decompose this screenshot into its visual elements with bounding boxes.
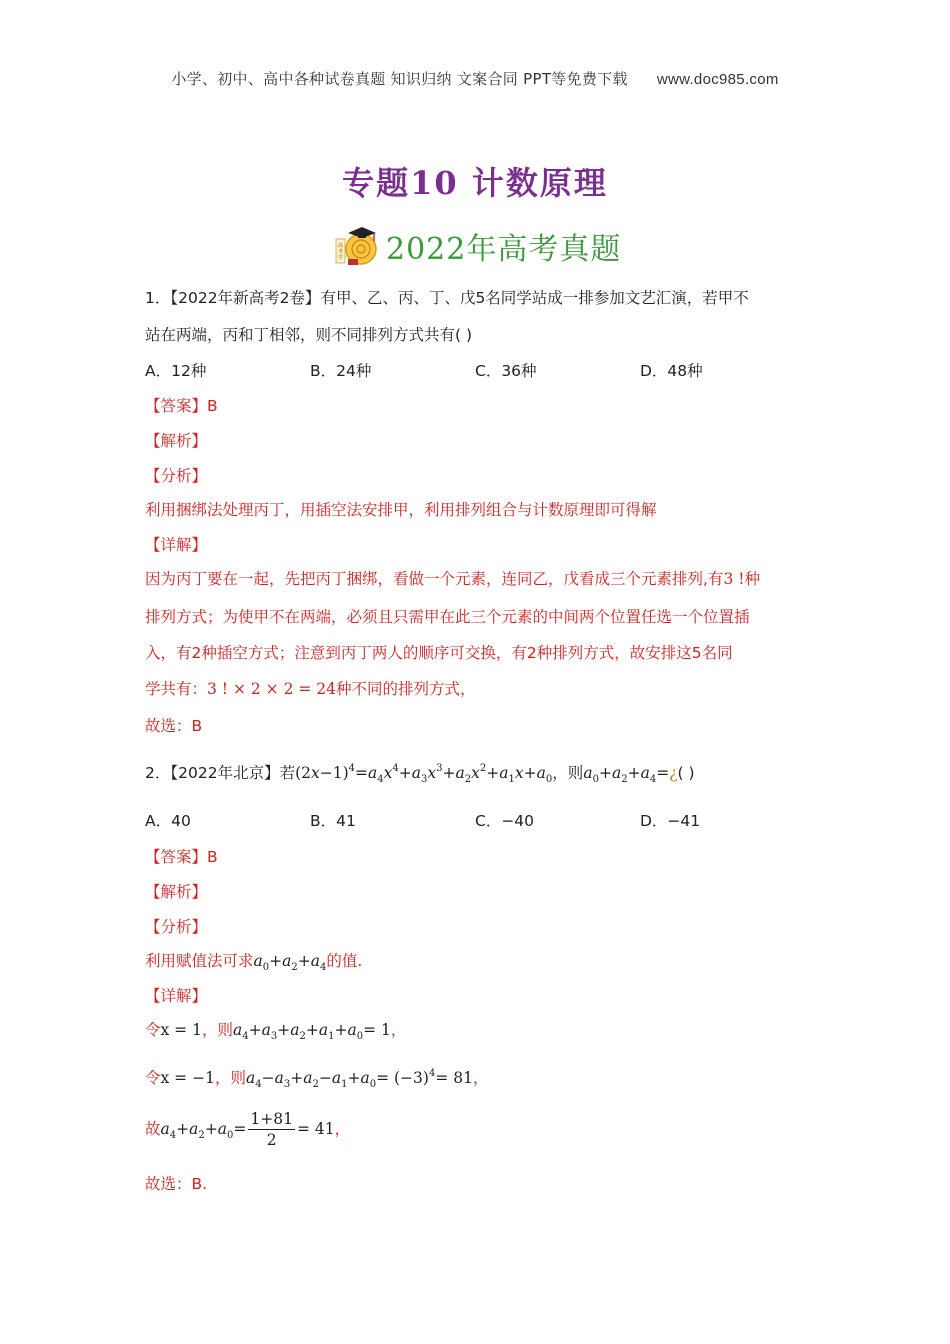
section-banner [334,222,621,270]
svg-text:考: 考 [337,249,344,255]
q1-xiangjie-label: 【详解】 [145,536,208,554]
page-title: 专题10 计数原理 [342,164,608,202]
q1-detail-line2: 排列方式；为使甲不在两端，必须且只需甲在此三个元素的中间两个位置任选一个位置插 [145,608,750,626]
q1-option-a: A．12种 [145,362,207,380]
q1-conclusion: 故选：B [145,717,203,735]
svg-text:学: 学 [337,255,344,261]
q2-option-c: C．−40 [475,812,535,830]
q2-step3: 故$a_4+a_2+a_0=$ $\frac{1+81}{2}$ = 41， [145,1110,351,1149]
q2-option-b: B．41 [310,812,356,830]
q2-stem: 2．【2022年北京】若$(2x-1)^4=a_4x^4+a_3x^3+a_2x^2+a_1x+a_0$，则$a_0+a_2+a_4=¿$( ) [145,763,695,785]
page-header [0,68,950,89]
scholar-mascot-icon [334,223,380,269]
q1-option-d: D．48种 [640,362,703,380]
q2-jiexi-label: 【解析】 [145,883,208,901]
q1-detail-line3: 入，有2种插空方式；注意到丙丁两人的顺序可交换，有2种排列方式，故安排这5名同 [145,644,733,662]
q2-fenxi-text: 利用赋值法可求$a_0+a_2+a_4$的值. [145,952,363,973]
q1-option-b: B．24种 [310,362,372,380]
svg-text:高: 高 [337,243,344,249]
q1-fenxi-label: 【分析】 [145,467,208,485]
q2-answer: 【答案】B [145,848,218,866]
fraction: $\frac{1+81}{2}$ [250,1110,293,1149]
q2-option-d: D．−41 [640,812,701,830]
q1-detail-line1: 因为丙丁要在一起，先把丙丁捆绑，看做一个元素，连同乙，戊看成三个元素排列,有3 !种 [145,570,760,588]
header-text: 小学、初中、高中各种试卷真题 知识归纳 文案合同 PPT等免费下载 [171,70,628,88]
banner-text: 2022年高考真题 [386,232,622,267]
q1-fenxi-text: 利用捆绑法处理丙丁，用插空法安排甲，利用排列组合与计数原理即可得解 [145,501,657,519]
q2-conclusion: 故选：B. [145,1175,208,1193]
q1-stem-line2: 站在两端，丙和丁相邻，则不同排列方式共有( ) [145,326,473,344]
q1-option-c: C．36种 [475,362,537,380]
q2-step2: 令x = −1，则$a_4-a_3+a_2-a_1+a_0= (-3)^4= 81$， [145,1068,489,1090]
q1-answer: 【答案】B [145,397,218,415]
q1-detail-line4: 学共有：3 ! × 2 × 2 = 24种不同的排列方式， [145,680,476,698]
q2-fenxi-label: 【分析】 [145,918,208,936]
q2-option-a: A．40 [145,812,191,830]
q2-step1: 令x = 1，则$a_4+a_3+a_2+a_1+a_0= 1$， [145,1021,407,1042]
q2-xiangjie-label: 【详解】 [145,987,208,1005]
q1-jiexi-label: 【解析】 [145,432,208,450]
header-url[interactable]: www.doc985.com [656,71,779,88]
q1-stem-line1: 1．【2022年新高考2卷】有甲、乙、丙、丁、戊5名同学站成一排参加文艺汇演，若甲不 [145,289,749,307]
